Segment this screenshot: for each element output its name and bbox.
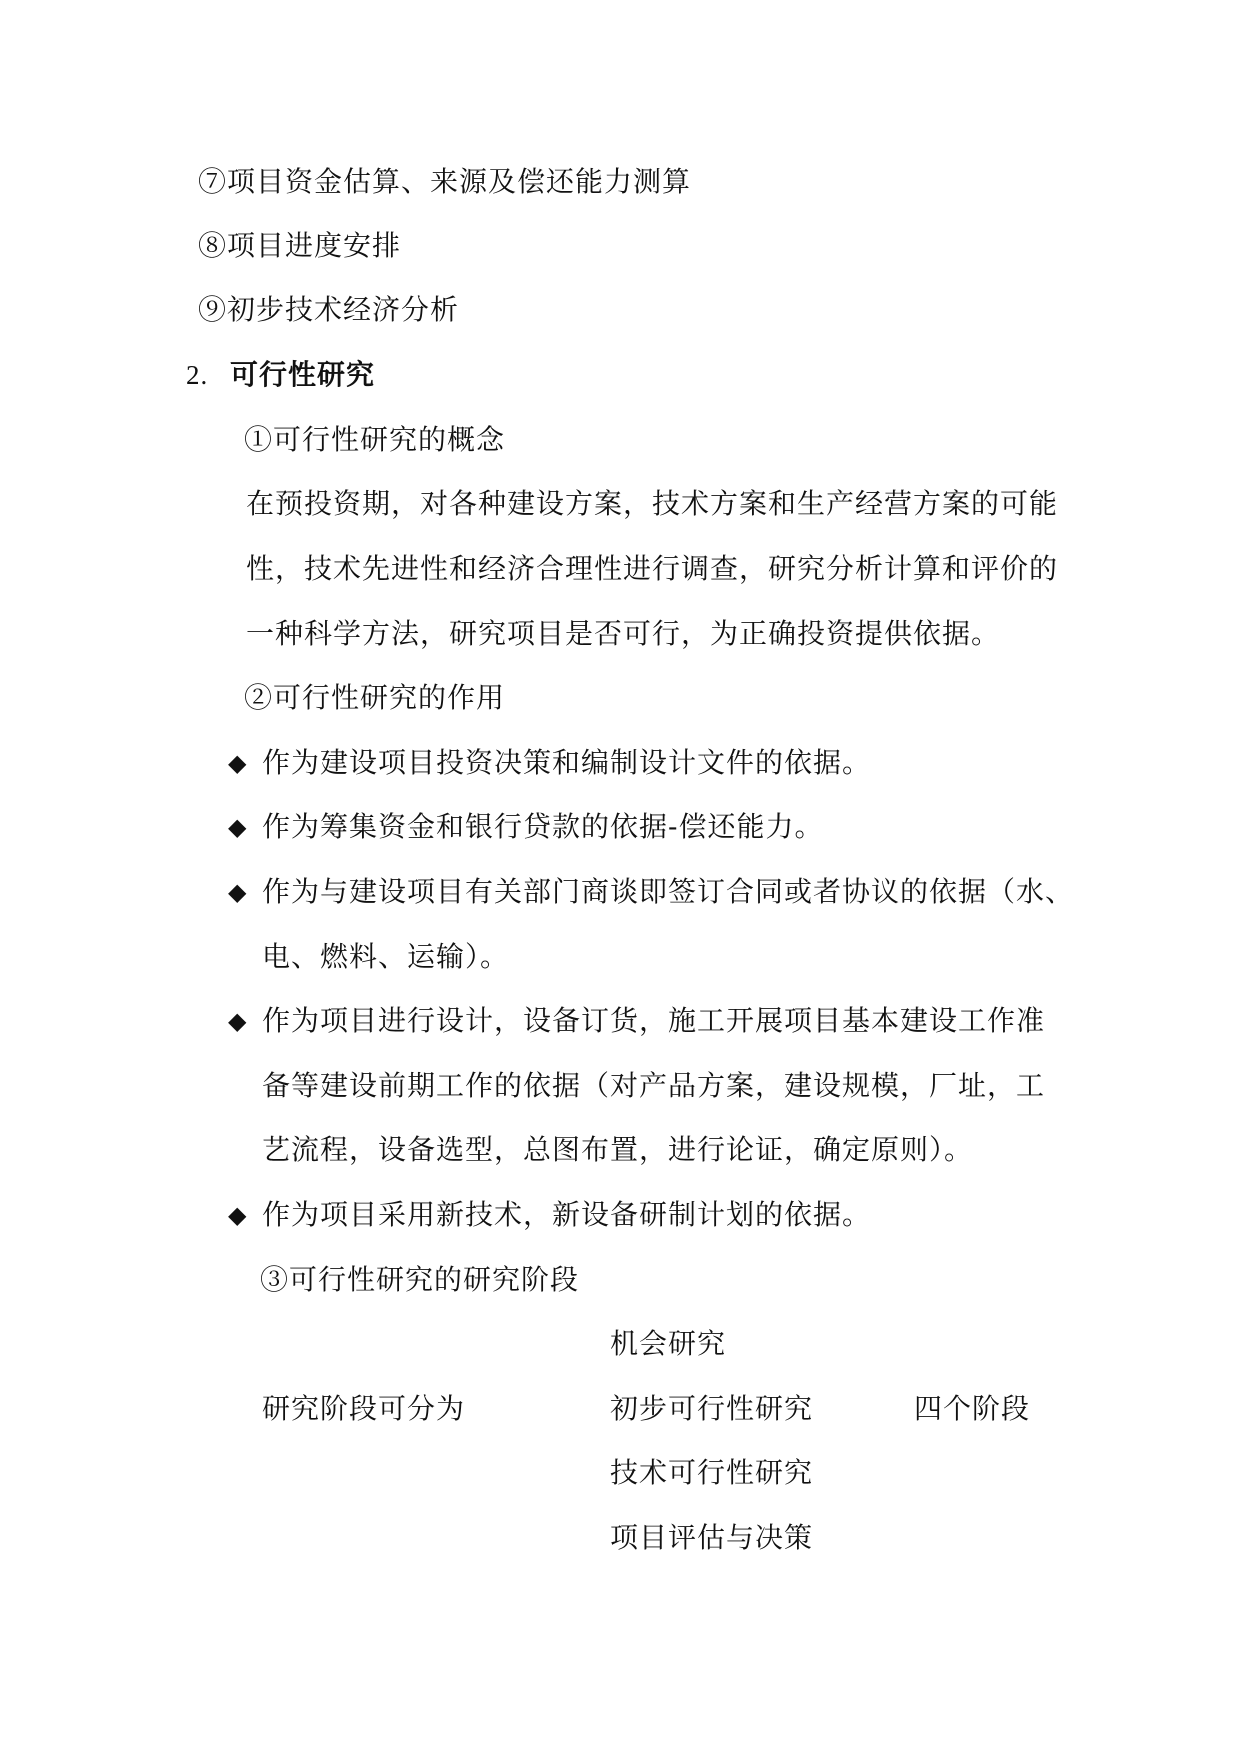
bullet-diamond-icon: ◆	[228, 813, 247, 841]
bullet-item: 作为筹集资金和银行贷款的依据-偿还能力。	[262, 810, 824, 843]
subheading-concept: ①可行性研究的概念	[244, 423, 506, 456]
subheading-stages: ③可行性研究的研究阶段	[260, 1263, 580, 1296]
bullet-item: 作为项目采用新技术，新设备研制计划的依据。	[262, 1198, 872, 1231]
paragraph-line: 一种科学方法，研究项目是否可行，为正确投资提供依据。	[246, 617, 1001, 650]
stages-left-label: 研究阶段可分为	[262, 1392, 466, 1425]
bullet-item: 作为与建设项目有关部门商谈即签订合同或者协议的依据（水、	[262, 875, 1075, 908]
bullet-diamond-icon: ◆	[228, 1201, 247, 1229]
bullet-item: 作为建设项目投资决策和编制设计文件的依据。	[262, 746, 872, 779]
section-title: 可行性研究	[230, 358, 376, 391]
subheading-role: ②可行性研究的作用	[244, 681, 506, 714]
bullet-item: 作为项目进行设计，设备订货，施工开展项目基本建设工作准	[262, 1004, 1046, 1037]
bullet-item-continuation: 电、燃料、运输）。	[262, 940, 510, 973]
stage-item: 技术可行性研究	[610, 1456, 814, 1489]
stage-item: 机会研究	[610, 1327, 727, 1360]
list-item-9: ⑨初步技术经济分析	[198, 293, 460, 326]
bullet-item-continuation: 艺流程，设备选型，总图布置，进行论证，确定原则）。	[262, 1133, 974, 1166]
bullet-item-continuation: 备等建设前期工作的依据（对产品方案，建设规模，厂址，工	[262, 1069, 1046, 1102]
list-item-7: ⑦项目资金估算、来源及偿还能力测算	[198, 165, 692, 198]
paragraph-line: 在预投资期，对各种建设方案，技术方案和生产经营方案的可能	[246, 487, 1059, 520]
stage-item: 初步可行性研究	[610, 1392, 814, 1425]
section-heading	[186, 355, 375, 395]
bullet-diamond-icon: ◆	[228, 1007, 247, 1035]
list-item-8: ⑧项目进度安排	[198, 229, 402, 262]
section-number: 2.	[186, 360, 209, 390]
bullet-diamond-icon: ◆	[228, 749, 247, 777]
stages-right-label: 四个阶段	[914, 1392, 1031, 1425]
paragraph-line: 性，技术先进性和经济合理性进行调查，研究分析计算和评价的	[246, 552, 1059, 585]
stage-item: 项目评估与决策	[610, 1521, 814, 1554]
bullet-diamond-icon: ◆	[228, 878, 247, 906]
